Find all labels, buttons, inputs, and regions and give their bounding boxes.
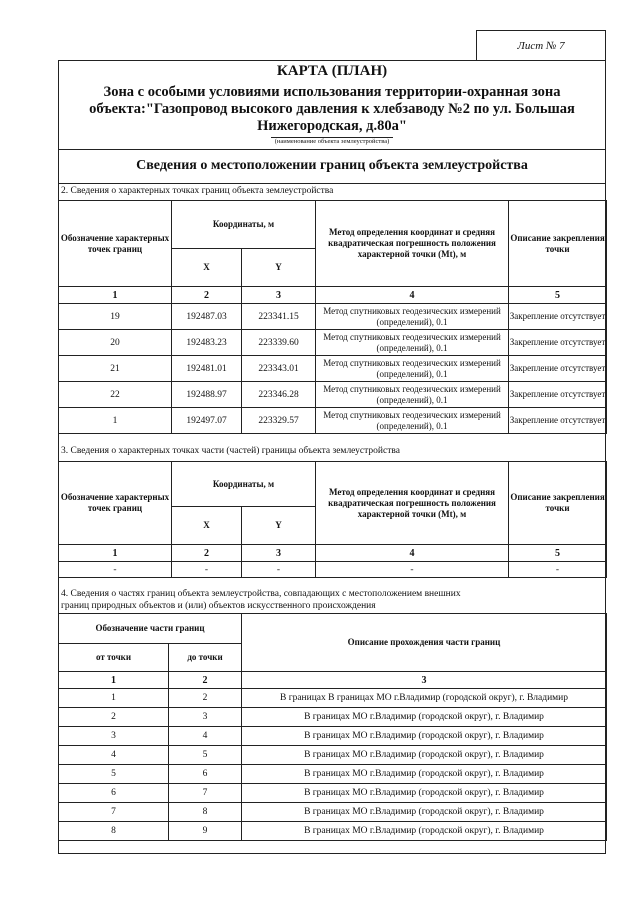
subtitle-line-1: Зона с особыми условиями использования территории-охранная зона: [103, 84, 561, 100]
characteristic-points-table: [58, 200, 607, 434]
table-row: [59, 382, 607, 408]
y-cell: 223343.01: [242, 356, 316, 382]
to-cell: 4: [169, 727, 242, 746]
empty-cell: -: [509, 562, 607, 578]
point-cell: 1: [59, 408, 172, 434]
header-desc: Описание закрепления точки: [509, 462, 607, 545]
from-cell: 1: [59, 689, 169, 708]
point-cell: 21: [59, 356, 172, 382]
col-number: 5: [509, 545, 607, 562]
x-cell: 192487.03: [172, 304, 242, 330]
from-cell: 6: [59, 784, 169, 803]
header-part-desc: Описание прохождения части границ: [242, 614, 607, 672]
col-number: 4: [316, 287, 509, 304]
to-cell: 6: [169, 765, 242, 784]
header-coords: Координаты, м: [172, 201, 316, 249]
table-row: [59, 408, 607, 434]
section4-caption: [61, 588, 601, 612]
col-number: 1: [59, 287, 172, 304]
desc-cell: В границах МО г.Владимир (городской округ), г. Владимир: [242, 708, 607, 727]
from-cell: 3: [59, 727, 169, 746]
header-y: Y: [242, 507, 316, 545]
col-number: 4: [316, 545, 509, 562]
empty-cell: -: [316, 562, 509, 578]
section4-caption-line-2: границ природных объектов и (или) объектов искусственного происхождения: [61, 601, 376, 611]
to-cell: 8: [169, 803, 242, 822]
x-cell: 192488.97: [172, 382, 242, 408]
desc-cell: Закрепление отсутствует: [509, 408, 607, 434]
header-method: Метод определения координат и средняя квадратическая погрешность положения характерной точки (Mt), м: [316, 462, 509, 545]
desc-cell: В границах В границах МО г.Владимир (городской округ), г. Владимир: [242, 689, 607, 708]
col-number: 2: [169, 672, 242, 689]
divider: [58, 183, 606, 184]
desc-cell: В границах МО г.Владимир (городской округ), г. Владимир: [242, 727, 607, 746]
sheet-number-label: Лист № 7: [476, 30, 606, 60]
table-row: [59, 746, 607, 765]
desc-cell: Закрепление отсутствует: [509, 330, 607, 356]
col-number: 3: [242, 545, 316, 562]
header-part: Обозначение части границ: [59, 614, 242, 644]
to-cell: 3: [169, 708, 242, 727]
desc-cell: В границах МО г.Владимир (городской округ), г. Владимир: [242, 822, 607, 841]
x-cell: 192497.07: [172, 408, 242, 434]
section3-caption: 3. Сведения о характерных точках части (частей) границы объекта землеустройства: [61, 446, 400, 456]
method-cell: Метод спутниковых геодезических измерений (определений), 0.1: [316, 356, 509, 382]
subtitle-note: (наименование объекта землеустройства): [58, 138, 606, 145]
to-cell: 5: [169, 746, 242, 765]
y-cell: 223329.57: [242, 408, 316, 434]
table-row: [59, 708, 607, 727]
from-cell: 8: [59, 822, 169, 841]
section2-caption: 2. Сведения о характерных точках границ объекта землеустройства: [61, 186, 334, 196]
table-row: [59, 304, 607, 330]
section-title: Сведения о местоположении границ объекта землеустройства: [136, 158, 528, 173]
col-number: 5: [509, 287, 607, 304]
point-cell: 19: [59, 304, 172, 330]
object-subtitle: [58, 84, 606, 135]
col-number: 2: [172, 545, 242, 562]
desc-cell: В границах МО г.Владимир (городской округ), г. Владимир: [242, 746, 607, 765]
method-cell: Метод спутниковых геодезических измерений (определений), 0.1: [316, 408, 509, 434]
header-desc: Описание закрепления точки: [509, 201, 607, 287]
table-row: [59, 803, 607, 822]
subtitle-line-3: Нижегородская, д.80а": [257, 118, 407, 134]
point-cell: 20: [59, 330, 172, 356]
col-number: 3: [242, 287, 316, 304]
desc-cell: В границах МО г.Владимир (городской округ), г. Владимир: [242, 765, 607, 784]
method-cell: Метод спутниковых геодезических измерений (определений), 0.1: [316, 330, 509, 356]
x-cell: 192483.23: [172, 330, 242, 356]
y-cell: 223346.28: [242, 382, 316, 408]
from-cell: 5: [59, 765, 169, 784]
to-cell: 2: [169, 689, 242, 708]
from-cell: 7: [59, 803, 169, 822]
desc-cell: Закрепление отсутствует: [509, 356, 607, 382]
y-cell: 223341.15: [242, 304, 316, 330]
header-x: X: [172, 249, 242, 287]
x-cell: 192481.01: [172, 356, 242, 382]
method-cell: Метод спутниковых геодезических измерений (определений), 0.1: [316, 304, 509, 330]
col-number: 1: [59, 672, 169, 689]
part-points-table: [58, 461, 607, 578]
col-number: 3: [242, 672, 607, 689]
table-row: [59, 356, 607, 382]
col-number: 1: [59, 545, 172, 562]
section4-caption-line-1: 4. Сведения о частях границ объекта землеустройства, совпадающих с местоположением внешних: [61, 589, 461, 599]
empty-cell: -: [59, 562, 172, 578]
table-row: [59, 562, 607, 578]
desc-cell: В границах МО г.Владимир (городской округ), г. Владимир: [242, 784, 607, 803]
to-cell: 9: [169, 822, 242, 841]
empty-cell: -: [172, 562, 242, 578]
subtitle-line-2: объекта:"Газопровод высокого давления к хлебзаводу №2 по ул. Большая: [89, 101, 575, 117]
table-row: [59, 689, 607, 708]
header-from: от точки: [59, 644, 169, 672]
desc-cell: В границах МО г.Владимир (городской округ), г. Владимир: [242, 803, 607, 822]
empty-cell: -: [242, 562, 316, 578]
table-row: [59, 727, 607, 746]
y-cell: 223339.60: [242, 330, 316, 356]
header-point: Обозначение характерных точек границ: [59, 462, 172, 545]
table-row: [59, 784, 607, 803]
map-title: КАРТА (ПЛАН): [276, 63, 388, 79]
to-cell: 7: [169, 784, 242, 803]
desc-cell: Закрепление отсутствует: [509, 304, 607, 330]
point-cell: 22: [59, 382, 172, 408]
header-x: X: [172, 507, 242, 545]
from-cell: 2: [59, 708, 169, 727]
from-cell: 4: [59, 746, 169, 765]
method-cell: Метод спутниковых геодезических измерений (определений), 0.1: [316, 382, 509, 408]
col-number: 2: [172, 287, 242, 304]
table-row: [59, 822, 607, 841]
boundary-parts-table: [58, 613, 607, 841]
table-row: [59, 330, 607, 356]
header-coords: Координаты, м: [172, 462, 316, 507]
table-row: [59, 765, 607, 784]
header-y: Y: [242, 249, 316, 287]
header-to: до точки: [169, 644, 242, 672]
header-point: Обозначение характерных точек границ: [59, 201, 172, 287]
desc-cell: Закрепление отсутствует: [509, 382, 607, 408]
header-method: Метод определения координат и средняя квадратическая погрешность положения характерной точки (Mt), м: [316, 201, 509, 287]
